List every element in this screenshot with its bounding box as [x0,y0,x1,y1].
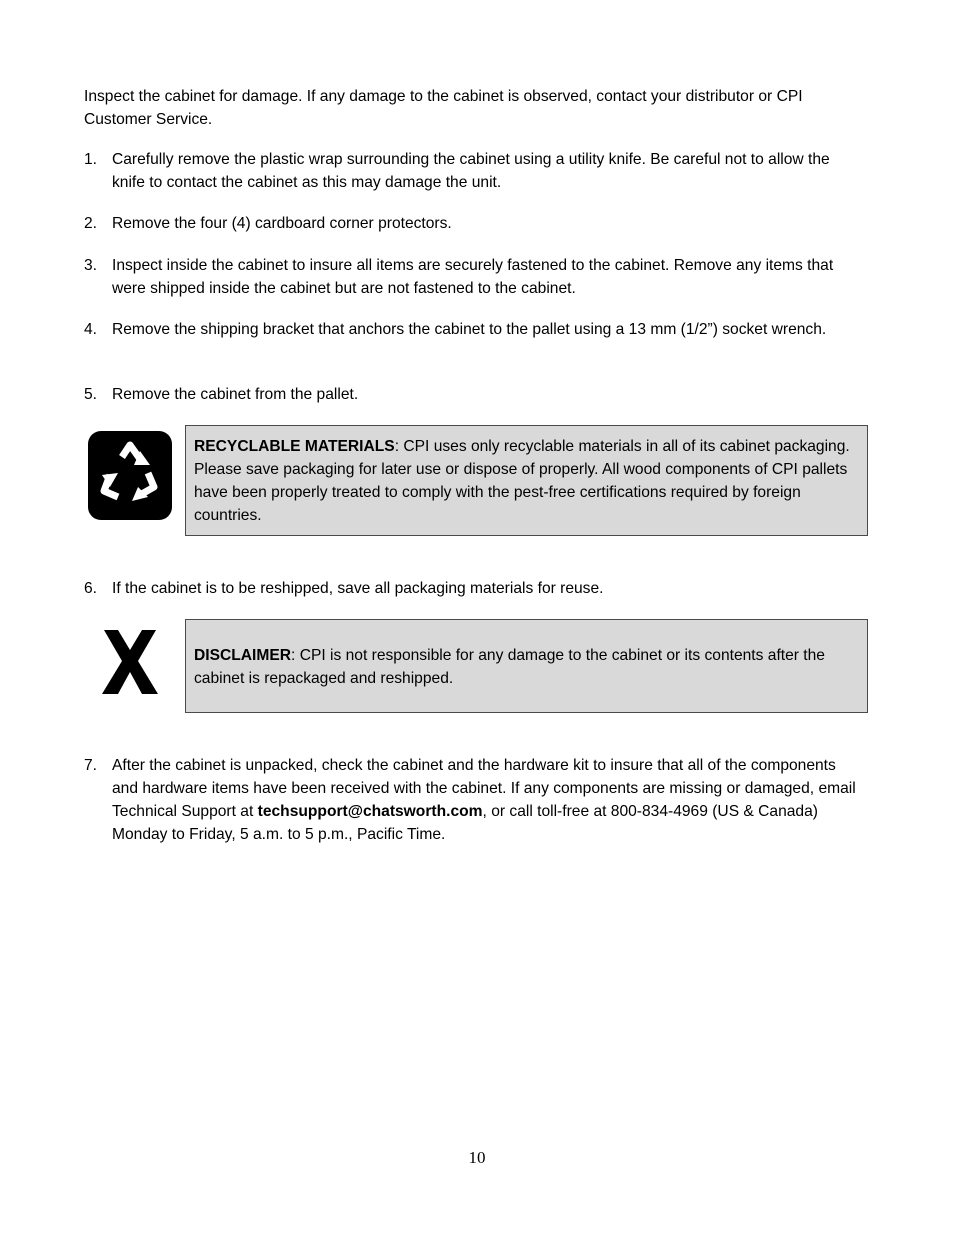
step-item-1 [84,148,874,194]
step-number: 4. [84,321,98,338]
step-text: Carefully remove the plastic wrap surrounding the cabinet using a utility knife. Be careful not to allow the knife to contact the cabinet as this may damage the unit. [112,151,830,191]
disclaimer-note [185,619,868,713]
step-number: 5. [84,386,98,403]
step-number: 2. [84,215,98,232]
support-email-link[interactable]: techsupport@chatsworth.com [257,803,483,820]
step-number: 7. [84,757,98,774]
step-number: 1. [84,151,98,168]
note-label: RECYCLABLE MATERIALS [194,438,395,455]
step-item-4 [84,318,874,341]
note-text: : CPI is not responsible for any damage to the cabinet or its contents after the cabinet is repackaged and reshipped. [194,647,825,687]
step-text: Remove the shipping bracket that anchors the cabinet to the pallet using a 13 mm (1/2”) socket wrench. [112,321,827,338]
recycle-icon [88,431,172,520]
step-number: 3. [84,257,98,274]
step-text: Inspect inside the cabinet to insure all items are securely fastened to the cabinet. Remove any items that were shipped inside the cabinet but are not fastened to the cabinet. [112,257,834,297]
note-text: : CPI uses only recyclable materials in all of its cabinet packaging. Please save packaging for later use or dispose of properly. All wood components of CPI pallets have been properly treated to comply with the pest-free certifications required by foreign countries. [194,438,850,524]
step-item-2 [84,212,874,235]
step-text: Remove the cabinet from the pallet. [112,386,359,403]
step-item-7 [84,754,874,846]
step-item-6 [84,577,874,600]
note-label: DISCLAIMER [194,647,292,664]
step-text [112,754,864,846]
intro-paragraph: Inspect the cabinet for damage. If any damage to the cabinet is observed, contact your distributor or CPI Customer Service. [84,88,803,128]
step-text: Remove the four (4) cardboard corner protectors. [112,215,452,232]
step-item-3 [84,254,874,300]
step-number: 6. [84,580,98,597]
step-text: If the cabinet is to be reshipped, save all packaging materials for reuse. [112,580,604,597]
x-icon [100,626,160,696]
page-number: 10 [468,1148,486,1167]
step-text-part: After the cabinet is unpacked, check the cabinet and the hardware kit to insure that all of the components and hardware items have been received with the cabinet. If any components are missing or damaged, email Technical Support at [112,757,856,820]
recyclable-materials-note [185,425,868,536]
step-item-5 [84,383,874,406]
step-text-part: , or call toll-free at 800-834-4969 (US & Canada) Monday to Friday, 5 a.m. to 5 p.m., Pacific Time. [112,803,818,843]
